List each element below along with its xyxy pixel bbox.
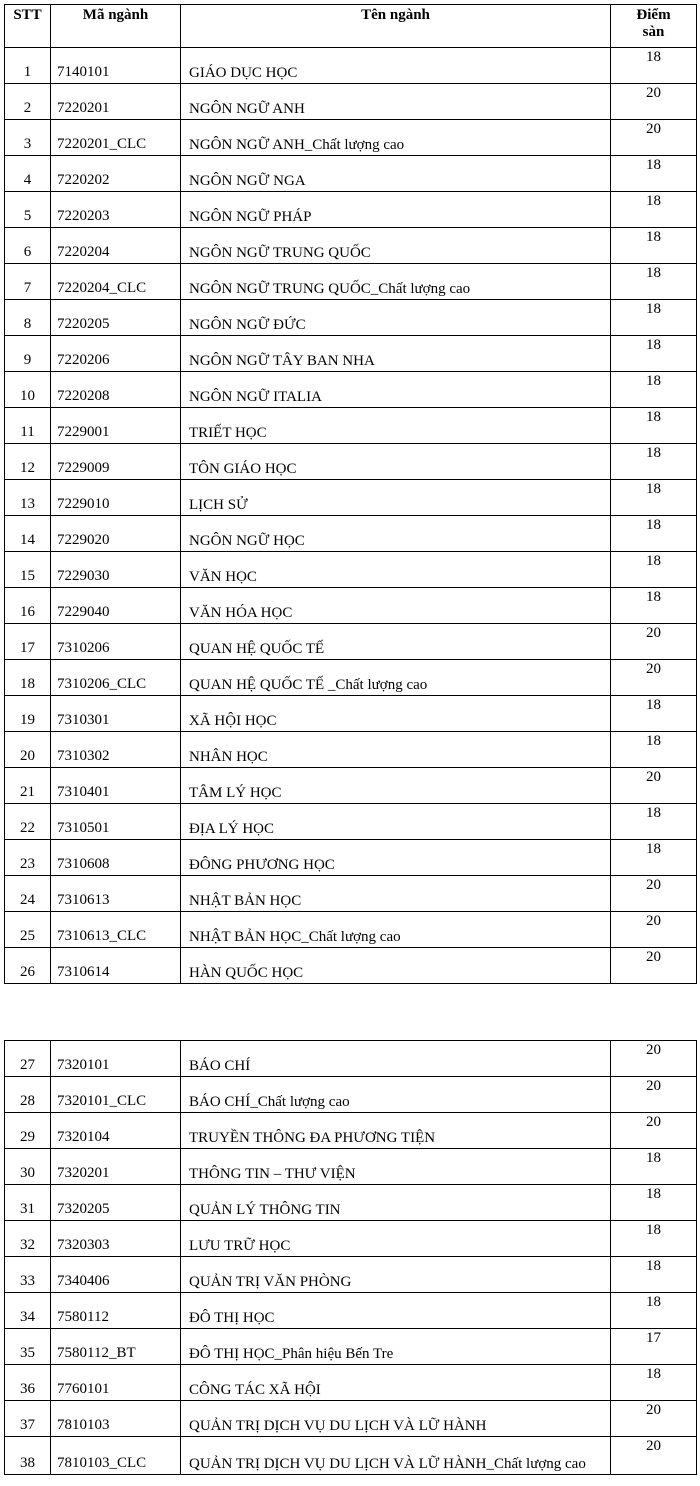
row-code: 7320104	[51, 1113, 181, 1149]
row-code: 7229010	[51, 480, 181, 516]
row-name: QUẢN TRỊ VĂN PHÒNG	[181, 1257, 611, 1293]
row-stt: 37	[5, 1401, 51, 1437]
row-score: 18	[611, 408, 697, 444]
row-code: 7310206_CLC	[51, 660, 181, 696]
row-name: ĐÔNG PHƯƠNG HỌC	[181, 840, 611, 876]
table-row	[5, 1185, 697, 1221]
row-stt: 1	[5, 48, 51, 84]
row-name: THÔNG TIN – THƯ VIỆN	[181, 1149, 611, 1185]
row-stt: 27	[5, 1041, 51, 1077]
row-stt: 38	[5, 1437, 51, 1475]
table-row	[5, 1293, 697, 1329]
table-row	[5, 732, 697, 768]
row-name: GIÁO DỤC HỌC	[181, 48, 611, 84]
row-score: 18	[611, 1221, 697, 1257]
page-gap	[0, 1004, 700, 1038]
row-stt: 2	[5, 84, 51, 120]
row-name: NGÔN NGỮ PHÁP	[181, 192, 611, 228]
table-row	[5, 696, 697, 732]
table-row	[5, 552, 697, 588]
row-code: 7310206	[51, 624, 181, 660]
row-name: VĂN HÓA HỌC	[181, 588, 611, 624]
row-code: 7320101	[51, 1041, 181, 1077]
row-score: 18	[611, 264, 697, 300]
row-score: 20	[611, 1437, 697, 1475]
table-row	[5, 1221, 697, 1257]
row-name: TRIẾT HỌC	[181, 408, 611, 444]
table-row	[5, 1077, 697, 1113]
table-body-part-2	[5, 1041, 697, 1475]
row-score: 20	[611, 1401, 697, 1437]
row-name: VĂN HỌC	[181, 552, 611, 588]
row-score: 18	[611, 588, 697, 624]
row-code: 7310302	[51, 732, 181, 768]
row-code: 7310501	[51, 804, 181, 840]
row-stt: 8	[5, 300, 51, 336]
row-score: 20	[611, 1077, 697, 1113]
row-code: 7220201_CLC	[51, 120, 181, 156]
row-code: 7229001	[51, 408, 181, 444]
row-code: 7310614	[51, 948, 181, 984]
row-code: 7320303	[51, 1221, 181, 1257]
row-stt: 19	[5, 696, 51, 732]
row-stt: 36	[5, 1365, 51, 1401]
table-row	[5, 192, 697, 228]
row-name: LỊCH SỬ	[181, 480, 611, 516]
row-score: 18	[611, 1185, 697, 1221]
row-code: 7220202	[51, 156, 181, 192]
row-name: QUAN HỆ QUỐC TẾ _Chất lượng cao	[181, 660, 611, 696]
row-name: LƯU TRỮ HỌC	[181, 1221, 611, 1257]
row-score: 20	[611, 660, 697, 696]
table-row	[5, 804, 697, 840]
row-stt: 9	[5, 336, 51, 372]
row-stt: 12	[5, 444, 51, 480]
row-stt: 13	[5, 480, 51, 516]
row-score: 17	[611, 1329, 697, 1365]
row-code: 7220204	[51, 228, 181, 264]
table-row	[5, 1041, 697, 1077]
table-row	[5, 1257, 697, 1293]
row-name: ĐÔ THỊ HỌC	[181, 1293, 611, 1329]
table-row	[5, 1401, 697, 1437]
row-code: 7310613_CLC	[51, 912, 181, 948]
row-name: NGÔN NGỮ ĐỨC	[181, 300, 611, 336]
table-row	[5, 1113, 697, 1149]
row-score: 20	[611, 120, 697, 156]
row-code: 7220204_CLC	[51, 264, 181, 300]
table-row	[5, 408, 697, 444]
row-code: 7220206	[51, 336, 181, 372]
row-stt: 34	[5, 1293, 51, 1329]
header-row	[5, 5, 697, 48]
row-stt: 18	[5, 660, 51, 696]
row-stt: 4	[5, 156, 51, 192]
row-score: 18	[611, 156, 697, 192]
row-name: NGÔN NGỮ ITALIA	[181, 372, 611, 408]
row-name: NGÔN NGỮ TÂY BAN NHA	[181, 336, 611, 372]
row-score: 18	[611, 192, 697, 228]
table-row	[5, 948, 697, 984]
row-code: 7220203	[51, 192, 181, 228]
table-row	[5, 120, 697, 156]
row-stt: 21	[5, 768, 51, 804]
row-name: NHẬT BẢN HỌC_Chất lượng cao	[181, 912, 611, 948]
row-name: QUẢN TRỊ DỊCH VỤ DU LỊCH VÀ LỮ HÀNH	[181, 1401, 611, 1437]
table-row	[5, 1149, 697, 1185]
row-code: 7310301	[51, 696, 181, 732]
row-name: ĐỊA LÝ HỌC	[181, 804, 611, 840]
row-code: 7760101	[51, 1365, 181, 1401]
row-code: 7320201	[51, 1149, 181, 1185]
row-name: NGÔN NGỮ ANH	[181, 84, 611, 120]
row-name: BÁO CHÍ_Chất lượng cao	[181, 1077, 611, 1113]
row-score: 20	[611, 624, 697, 660]
table-row	[5, 228, 697, 264]
row-code: 7340406	[51, 1257, 181, 1293]
table-row	[5, 156, 697, 192]
table-row	[5, 912, 697, 948]
row-score: 18	[611, 336, 697, 372]
row-stt: 32	[5, 1221, 51, 1257]
header-name: Tên ngành	[181, 5, 611, 48]
row-name: NGÔN NGỮ TRUNG QUỐC_Chất lượng cao	[181, 264, 611, 300]
row-name: TÂM LÝ HỌC	[181, 768, 611, 804]
row-name: NGÔN NGỮ ANH_Chất lượng cao	[181, 120, 611, 156]
row-name: CÔNG TÁC XÃ HỘI	[181, 1365, 611, 1401]
header-code: Mã ngành	[51, 5, 181, 48]
row-stt: 6	[5, 228, 51, 264]
header-stt: STT	[5, 5, 51, 48]
row-stt: 31	[5, 1185, 51, 1221]
table-row	[5, 336, 697, 372]
table-row	[5, 264, 697, 300]
row-name: QUAN HỆ QUỐC TẾ	[181, 624, 611, 660]
row-code: 7310401	[51, 768, 181, 804]
row-code: 7220201	[51, 84, 181, 120]
row-score: 18	[611, 1365, 697, 1401]
row-stt: 17	[5, 624, 51, 660]
row-score: 20	[611, 84, 697, 120]
row-name: QUẢN TRỊ DỊCH VỤ DU LỊCH VÀ LỮ HÀNH_Chất lượng cao	[181, 1437, 611, 1475]
row-score: 18	[611, 552, 697, 588]
row-stt: 14	[5, 516, 51, 552]
table-row	[5, 840, 697, 876]
row-score: 18	[611, 228, 697, 264]
row-score: 18	[611, 516, 697, 552]
row-stt: 26	[5, 948, 51, 984]
row-code: 7229020	[51, 516, 181, 552]
row-code: 7310613	[51, 876, 181, 912]
row-code: 7229009	[51, 444, 181, 480]
row-score: 18	[611, 300, 697, 336]
row-name: NGÔN NGỮ TRUNG QUỐC	[181, 228, 611, 264]
row-score: 18	[611, 372, 697, 408]
row-stt: 11	[5, 408, 51, 444]
row-score: 18	[611, 480, 697, 516]
row-stt: 29	[5, 1113, 51, 1149]
row-code: 7229030	[51, 552, 181, 588]
row-stt: 7	[5, 264, 51, 300]
row-stt: 23	[5, 840, 51, 876]
row-name: XÃ HỘI HỌC	[181, 696, 611, 732]
row-name: HÀN QUỐC HỌC	[181, 948, 611, 984]
row-score: 18	[611, 444, 697, 480]
row-score: 18	[611, 840, 697, 876]
row-stt: 24	[5, 876, 51, 912]
row-name: TRUYỀN THÔNG ĐA PHƯƠNG TIỆN	[181, 1113, 611, 1149]
row-stt: 10	[5, 372, 51, 408]
row-code: 7810103	[51, 1401, 181, 1437]
row-code: 7580112_BT	[51, 1329, 181, 1365]
table-row	[5, 84, 697, 120]
row-score: 20	[611, 1113, 697, 1149]
row-stt: 33	[5, 1257, 51, 1293]
row-score: 18	[611, 732, 697, 768]
row-code: 7229040	[51, 588, 181, 624]
row-score: 20	[611, 948, 697, 984]
row-stt: 16	[5, 588, 51, 624]
row-code: 7320101_CLC	[51, 1077, 181, 1113]
score-table-part-2	[4, 1040, 697, 1475]
table-row	[5, 1329, 697, 1365]
row-name: QUẢN LÝ THÔNG TIN	[181, 1185, 611, 1221]
row-score: 18	[611, 696, 697, 732]
table-row	[5, 1437, 697, 1475]
row-stt: 28	[5, 1077, 51, 1113]
row-score: 18	[611, 804, 697, 840]
row-name: NHÂN HỌC	[181, 732, 611, 768]
table-row	[5, 876, 697, 912]
table-row	[5, 624, 697, 660]
table-body-part-1	[5, 48, 697, 984]
table-row	[5, 372, 697, 408]
row-score: 18	[611, 48, 697, 84]
row-name: NHẬT BẢN HỌC	[181, 876, 611, 912]
header-score: Điểm sàn	[611, 5, 697, 48]
row-code: 7580112	[51, 1293, 181, 1329]
row-code: 7220205	[51, 300, 181, 336]
row-stt: 20	[5, 732, 51, 768]
row-score: 20	[611, 768, 697, 804]
row-score: 20	[611, 912, 697, 948]
row-code: 7310608	[51, 840, 181, 876]
row-code: 7810103_CLC	[51, 1437, 181, 1475]
row-name: NGÔN NGỮ HỌC	[181, 516, 611, 552]
row-name: ĐÔ THỊ HỌC_Phân hiệu Bến Tre	[181, 1329, 611, 1365]
row-stt: 25	[5, 912, 51, 948]
row-name: TÔN GIÁO HỌC	[181, 444, 611, 480]
table-row	[5, 48, 697, 84]
row-stt: 5	[5, 192, 51, 228]
table-row	[5, 660, 697, 696]
row-score: 18	[611, 1293, 697, 1329]
table-row	[5, 300, 697, 336]
row-score: 18	[611, 1149, 697, 1185]
row-name: BÁO CHÍ	[181, 1041, 611, 1077]
row-stt: 30	[5, 1149, 51, 1185]
row-score: 20	[611, 876, 697, 912]
row-stt: 3	[5, 120, 51, 156]
row-code: 7320205	[51, 1185, 181, 1221]
table-row	[5, 768, 697, 804]
row-code: 7140101	[51, 48, 181, 84]
row-stt: 15	[5, 552, 51, 588]
table-row	[5, 1365, 697, 1401]
score-table-part-1	[4, 4, 697, 984]
row-name: NGÔN NGỮ NGA	[181, 156, 611, 192]
row-score: 18	[611, 1257, 697, 1293]
row-stt: 35	[5, 1329, 51, 1365]
table-row	[5, 480, 697, 516]
table-row	[5, 444, 697, 480]
row-code: 7220208	[51, 372, 181, 408]
row-stt: 22	[5, 804, 51, 840]
row-score: 20	[611, 1041, 697, 1077]
table-row	[5, 516, 697, 552]
table-row	[5, 588, 697, 624]
